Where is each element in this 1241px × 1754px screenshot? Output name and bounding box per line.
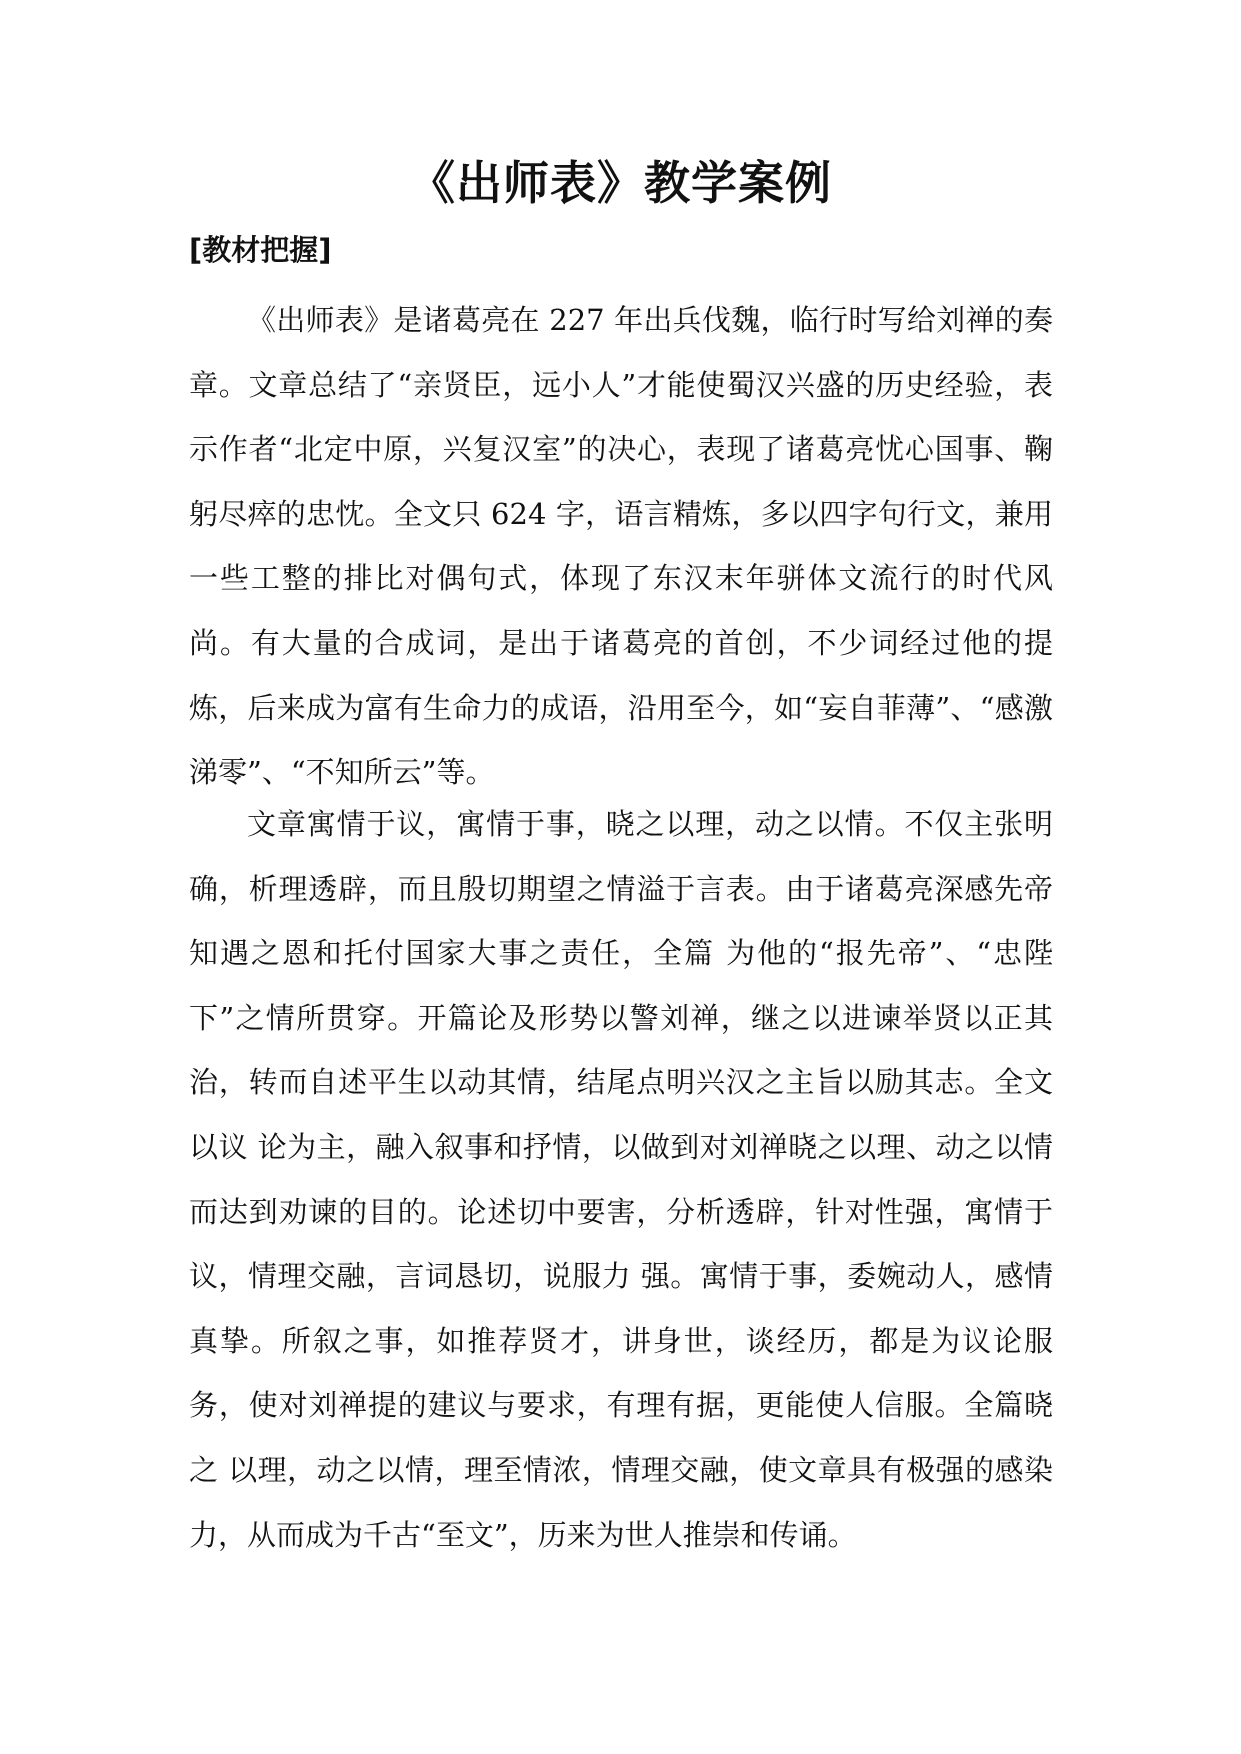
section-heading: [教材把握] bbox=[189, 233, 332, 267]
document-title: 《出师表》教学案例 bbox=[409, 156, 832, 210]
body-paragraph: 文章寓情于议，寓情于事，晓之以理，动之以情。不仅主张明确，析理透辟，而且殷切期望之情溢于言表。由于诸葛亮深感先帝知遇之恩和托付国家大事之责任，全篇 为他的“报先帝”、“忠陛下”之情所贯穿。开篇论及形势以警刘禅，继之以进谏举贤以正其治，转而自述平生以动其情，结尾点明兴汉之主旨以励其志。全文以议 论为主，融入叙事和抒情，以做到对刘禅晓之以理、动之以情而达到劝谏的目的。论述切中要害，分析透辟，针对性强，寓情于议，情理交融，言词恳切，说服力 强。寓情于事，委婉动人，感情真挚。所叙之事，如推荐贤才，讲身世，谈经历，都是为议论服务，使对刘禅提的建议与要求，有理有据，更能使人信服。全篇晓之 以理，动之以情，理至情浓，情理交融，使文章具有极强的感染力，从而成为千古“至文”，历来为世人推崇和传诵。 bbox=[189, 807, 1053, 1552]
body-paragraph: 《出师表》是诸葛亮在 227 年出兵伐魏，临行时写给刘禅的奏章。文章总结了“亲贤臣，远小人”才能使蜀汉兴盛的历史经验，表示作者“北定中原，兴复汉室”的决心，表现了诸葛亮忧心国事、鞠躬尽瘁的忠忱。全文只 624 字，语言精炼，多以四字句行文，兼用一些工整的排比对偶句式，体现了东汉末年骈体文流行的时代风尚。有大量的合成词，是出于诸葛亮的首创，不少词经过他的提炼，后来成为富有生命力的成语，沿用至今，如“妄自菲薄”、“感激涕零”、“不知所云”等。 bbox=[189, 303, 1053, 790]
